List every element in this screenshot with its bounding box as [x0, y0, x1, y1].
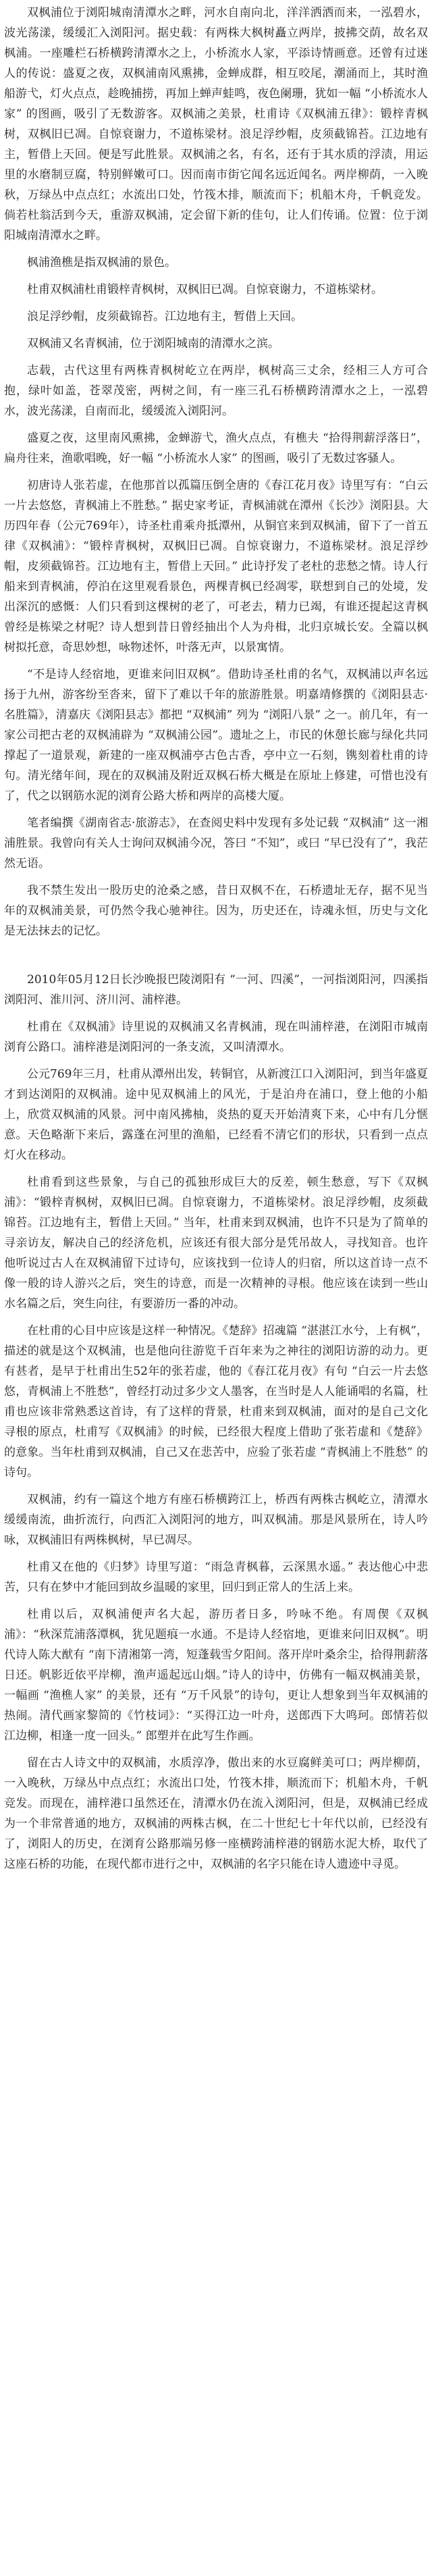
poem-context-paragraph: 杜甫看到这些景象，与自己的孤独形成巨大的反差，顿生愁意，写下《双枫浦》：“锻梓青枫树，双枫旧已凋。自惊衰谢力，不道栋梁材。浪足浮纱帽，皮须截锦苔。江边地有主，暂借上天回。” 当年，杜甫来到双枫浦，也许不只是为了简单的寻亲访友，解决自己的经济危机，应该还有很大部分是凭吊故人，寻找知音。也许他听说过古人在双枫浦留下过诗句，应该找到一位诗人的归宿，所以这首诗一点不像一般的诗人游兴之后，突生的诗意，而是一次精神的寻根。他应该在读到一些山水名篇之后，突生向往，有要游历一番的冲动。	[4, 1176, 428, 1311]
later-poets-paragraph: 杜甫以后，双枫浦便声名大起，游历者日多，吟咏不绝。有周偰《双枫浦》：“秋深荒浦落潭枫，犹见题痕一水通。不是诗人经宿地，更谁来问旧双枫”。明代诗人陈大猷有 “南下清湘第一湾，短蓬载雪夕阳间。落开岸叶桑余尘，拾得荆薪落日还。帆影近依平岸柳，渔声遥起远山烟。”诗人的诗中，仿佛有一幅双枫浦美景，一幅画 “渔樵人家” 的美景，还有 “万千风景”的诗句，更让人想象到当年双枫浦的热闹。清代画家黎简的《竹枝词》：“买得江边一叶舟，送郎西下大鸣珂。郎情若似江边柳，相逢一度一回头。” 郎塑并在此写生作画。	[4, 1608, 428, 1743]
literary-roots-paragraph: 在杜甫的心目中应该是这样一种情况。《楚辞》招魂篇 “湛湛江水兮，上有枫”，描述的就是这个双枫浦，也是他向往游览千百年来为之神往的浏阳访游的动力。更有甚者，是早于杜甫出生52年的张若虚，他的《春江花月夜》有句 “白云一片去悠悠，青枫浦上不胜愁”，曾经打动过多少文人墨客，在当时是人人能诵唱的名篇，杜甫也应该非常熟悉这首诗，有了这样的背景，杜甫来到双枫浦，面对的是自己文化寻根的原点，杜甫写《双枫浦》的时候，已经很大程度上借助了张若虚和《楚辞》的意象。当年杜甫到双枫浦，自己又在悲苦中，应验了张若虚 “青枫浦上不胜愁” 的诗句。	[4, 1324, 428, 1479]
news-source-paragraph: 2010年05月12日长沙晚报巴陵浏阳有 “一河、四溪”，一河指浏阳河，四溪指浏阳河、淮川河、济川河、浦梓港。	[4, 973, 428, 1007]
scenery-note-paragraph: 枫浦渔樵是指双枫浦的景色。	[27, 256, 176, 269]
fame-paragraph: “不是诗人经宿地，更谁来问旧双枫”。借助诗圣杜甫的名气，双枫浦以声名远扬于九州，游客纷至沓来，留下了难以千年的旅游胜景。明嘉靖修撰的《浏阳县志·名胜篇》，清嘉庆《浏阳县志》都把 “双枫浦” 列为 “浏阳八景” 之一。前几年，有一家公司把古老的双枫浦辟为 “双枫浦公园”。遗址之上，市民的休憩长廊与绿化共同撑起了一道景观，新建的一座双枫浦亭古色古香，亭中立一石刻，镌刻着杜甫的诗句。清光绪年间，现在的双枫浦及附近双枫石桥大概是在原址上修建，可惜也没有了，代之以钢筋水泥的浏育公路大桥和两岸的高楼大厦。	[4, 668, 428, 803]
intro-paragraph: 双枫浦位于浏阳城南清潭水之畔，河水自南向北，洋洋洒洒而来，一泓碧水，波光荡漾，缓缓汇入浏阳河。据史载：有两株大枫树矗立两岸，披拂交荫，故名双枫浦。一座雕栏石桥横跨清潭水之上，小桥流水人家，平添诗情画意。还曾有过迷人的传说：盛夏之夜，双枫浦南风熏拂，金蝉成群，相互咬尾，潮涌而上，其时渔船游弋，灯火点点，趁晚捕捞，再加上蝉声蛙鸣，夜色阑珊，犹如一幅 “小桥流水人家” 的图画，吸引了无数游客。双枫浦之美景，杜甫诗《双枫浦五律》：锻梓青枫树，双枫旧已凋。自惊衰谢力，不道栋梁材。浪足浮纱帽，皮须截锦苔。江边地有主，暂借上天回。便是写此胜景。双枫浦之名，有名，还有于其水质的浮渍，用运里的水磨制豆腐，特别鲜嫩可口。因而南市街它闻名远近闻名。两岸柳荫，一入晚秋，万绿丛中点点红；水流出口处，竹筏木排，顺流而下；机船木舟，千帆竞发。倘若杜翁活到今天，重游双枫浦，定会留下新的佳句，让人们传诵。位置：位于浏阳城南清潭水之畔。	[4, 6, 428, 242]
return-dream-paragraph: 杜甫又在他的《归梦》诗里写道：“雨急青枫暮，云深黑水遥。” 表达他心中悲苦，只有在梦中才能回到故乡温暖的家里，回归到正常人的生活上来。	[4, 1560, 428, 1594]
section-divider	[4, 948, 428, 963]
location-paragraph: 杜甫在《双枫浦》诗里说的双枫浦又名青枫浦，现在叫浦梓港，在浏阳市城南浏育公路口。浦梓港是浏阳河的一条支流，又叫清潭水。	[4, 1020, 428, 1054]
summer-night-paragraph: 盛夏之夜，这里南风熏拂，金蝉游弋，渔火点点，有樵夫 “拾得荆薪浮落日”，扁舟往来，渔歌唱晚，好一幅 “小桥流水人家” 的图画，吸引了无数过客骚人。	[4, 431, 428, 465]
author-note-paragraph: 笔者编撰《湖南省志·旅游志》，在查阅史料中发现有多处记载 “双枫浦” 这一湘浦胜景。我曾向有关人士询问双枫浦今况，答曰 “不知”，或曰 “早已没有了”，我茫然无语。	[4, 816, 428, 870]
closing-reflection-paragraph: 我不禁生发出一股历史的沧桑之感，昔日双枫不在，石桥遗址无存，据不见当年的双枫浦美景，可仍然令我心驰神往。因为，历史还在，诗魂永恒，历史与文化是无法抹去的记忆。	[4, 884, 428, 938]
journey-paragraph: 公元769年三月，杜甫从潭州出发，转铜官，从新渡江口入浏阳河，到当年盛夏才到达浏阳的双枫浦。途中见双枫浦上的风光，于是泊舟在浦口，登上他的小船上，欣赏双枫浦的风景。河中南风拂柚，炎热的夏天开始清爽下来，心中有几分惬意。天色略渐下来后，露蓬在河里的渔船，已经看不清它们的形状，只看到一点点灯火在移动。	[4, 1068, 428, 1162]
bridge-description-paragraph: 双枫浦，约有一篇这个地方有座石桥横跨江上，桥西有两株古枫屹立，清潭水缓缓南流，曲折流行，向西汇入浏阳河的地方，叫双枫浦。那是风景所在，诗人吟咏，双枫浦旧有两株枫树，早已凋尽。	[4, 1493, 428, 1547]
poem-first-couplet-paragraph: 杜甫双枫浦杜甫锻梓青枫树，双枫旧已凋。自惊衰谢力，不道栋梁材。	[27, 283, 383, 296]
poets-history-paragraph: 初唐诗人张若虚，在他那首以孤篇压倒全唐的《春江花月夜》诗里写有：“白云一片去悠悠，青枫浦上不胜愁。” 据史家考证，青枫浦就在潭州《长沙》浏阳县。大历四年春（公元769年），诗圣杜甫乘舟抵潭州，从铜官来到双枫浦，留下了一首五律《双枫浦》：“锻梓青枫树，双枫旧已凋。自惊衰谢力，不道栋梁材。浪足浮纱帽，皮须截锦苔。江边地有主，暂借上天回。” 此诗抒发了老杜的悲愁之情。诗人行船来到青枫浦，停泊在这里观看景色，两棵青枫已经凋零，联想到自己的处境，发出深沉的感慨：人们只看到这棵树的老了，可老去，精力已竭，有谁还提起这青枫曾经是栋梁之材呢？诗人想到昔日曾经抽出个人为舟楫，北归京城长安。全篇以枫树拟托意，奇思妙想，咏物述怀，叶落无声，以景寓情。	[4, 479, 428, 654]
article-section-two	[4, 970, 428, 1874]
poem-second-couplet-paragraph: 浪足浮纱帽，皮须截锦苔。江边地有主，暂借上天回。	[27, 310, 302, 323]
article-section-one	[4, 3, 428, 941]
alias-paragraph: 双枫浦又名青枫浦，位于浏阳城南的清潭水之滨。	[27, 337, 279, 350]
records-paragraph: 志载，古代这里有两株青枫树屹立在两岸，枫树高三丈余，经相三人方可合抱，绿叶如盖，苍翠茂密，两树之间，有一座三孔石桥横跨清潭水之上，一泓碧水，波光荡漾，自南而北，缓缓流入浏阳河。	[4, 364, 428, 418]
present-day-paragraph: 留在古人诗文中的双枫浦，水质淳净，傲出来的水豆腐鲜美可口；两岸柳荫，一入晚秋，万绿丛中点点红；水流出口处，竹筏木排，顺流而下；机船木舟，千帆竞发。而现在，浦梓港口虽然还在，清潭水仍在流入浏阳河，但是，双枫浦已经成为一个非常普通的地方，双枫浦的两株古枫，在二十世纪七十年代以前，已经没有了，浏阳人的历史，在浏育公路那端另修一座横跨浦梓港的钢筋水泥大桥，取代了这座石桥的功能，在现代都市进行之中，双枫浦的名字只能在诗人遗迹中寻觅。	[4, 1756, 428, 1871]
